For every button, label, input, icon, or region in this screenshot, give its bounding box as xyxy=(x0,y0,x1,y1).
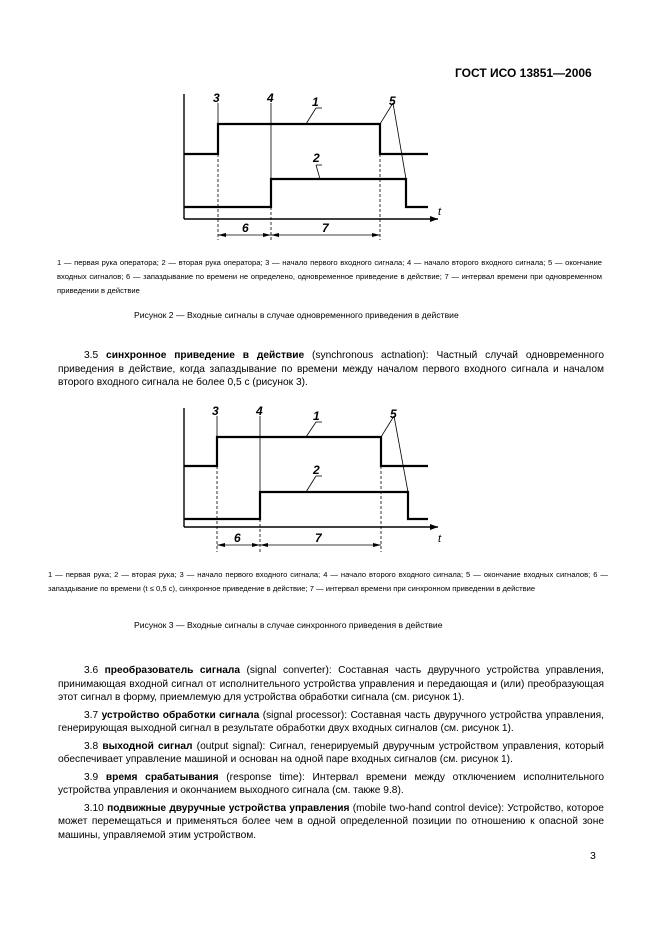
section-text: (signal processor): Составная часть двуручного устройства управления, генерирующая выходной сигнал в результате обработки двух входных сигналов (см. рисунок 1). xyxy=(58,709,604,734)
definitions-list xyxy=(58,664,604,842)
page-number: 3 xyxy=(590,850,596,862)
section-text: (synchronous actnation): Частный случай одновременного приведения в действие, когда запаздывание по времени между началом первого входного сигнала и началом второго входного сигнала не более 0,5 с (рисунок 3). xyxy=(58,350,604,388)
section-num: 3.7 xyxy=(84,709,99,721)
figure-2-diagram xyxy=(170,90,460,250)
fig3-label-4: 4 xyxy=(256,404,263,418)
section-3-7 xyxy=(58,709,604,736)
fig3-label-6: 6 xyxy=(234,531,241,545)
fig2-signal-1 xyxy=(184,124,428,154)
section-3-10 xyxy=(58,802,604,843)
section-term: преобразователь сигнала xyxy=(104,665,241,676)
fig2-label-5: 5 xyxy=(389,94,396,108)
section-num: 3.10 xyxy=(84,802,104,814)
section-3-9 xyxy=(58,771,604,798)
fig2-label-1: 1 xyxy=(312,95,319,109)
section-num: 3.8 xyxy=(84,740,99,752)
fig3-label-5: 5 xyxy=(390,407,397,421)
section-3-6 xyxy=(58,664,604,705)
fig2-label-7: 7 xyxy=(322,221,329,235)
section-num: 3.5 xyxy=(84,350,99,361)
section-term: время срабатывания xyxy=(105,771,219,783)
section-num: 3.6 xyxy=(84,665,99,676)
section-term: подвижные двуручные устройства управления xyxy=(107,802,350,814)
fig2-label-3: 3 xyxy=(213,91,220,105)
fig2-signal-2 xyxy=(184,179,428,207)
section-text: (response time): Интервал времени между отключением исполнительного устройства управления и окончанием выходного сигнала (см. также 9.8). xyxy=(58,771,604,796)
fig3-label-2: 2 xyxy=(313,463,320,477)
fig2-label-t: t xyxy=(438,206,442,218)
section-3-5 xyxy=(58,349,604,390)
fig2-label-6: 6 xyxy=(242,221,249,235)
figure-3-diagram xyxy=(170,404,460,554)
figure-3-caption: Рисунок 3 — Входные сигналы в случае синхронного приведения в действие xyxy=(134,620,443,630)
fig2-label-2: 2 xyxy=(313,151,320,165)
section-term: устройство обработки сигнала xyxy=(101,709,260,721)
fig3-signal-2 xyxy=(184,492,428,519)
fig2-label-4: 4 xyxy=(267,91,274,105)
fig3-label-1: 1 xyxy=(313,409,320,423)
figure-2-legend: 1 — первая рука оператора; 2 — вторая рука оператора; 3 — начало первого входного сигнала; 4 — начало второго входного сигнала; 5 — окончание входных сигналов; 6 — запаздывание по времени не определено, одновременное приведение в действие; 7 — интервал времени при одновременном приведении в действие xyxy=(57,258,602,295)
section-3-8 xyxy=(58,740,604,767)
section-text: (mobile two-hand control device): Устройство, которое может перемещаться и применяться более чем в одной определенной позиции по отношению к опасной зоне машины, управляемой этим устройством. xyxy=(58,802,604,841)
section-term: синхронное приведение в действие xyxy=(106,350,305,361)
figure-3-legend: 1 — первая рука; 2 — вторая рука; 3 — начало первого входного сигнала; 4 — начало второго входного сигнала; 5 — окончание входных сигналов; 6 — запаздывание по времени (t ≤ 0,5 с), синхронное приведение в действие; 7 — интервал времени при синхронном приведении в действие xyxy=(48,570,608,593)
fig3-label-t: t xyxy=(438,533,442,545)
section-text: (signal converter): Составная часть двуручного устройства управления, принимающая входной сигнал от исполнительного устройства управления и передающая и (или) преобразующая этот сигнал в форму, приемлемую для устройства обработки сигнала (см. рисунок 1). xyxy=(58,665,604,703)
section-term: выходной сигнал xyxy=(102,740,193,752)
figure-2-caption: Рисунок 2 — Входные сигналы в случае одновременного приведения в действие xyxy=(134,310,459,320)
section-text: (output signal): Сигнал, генерируемый двуручным устройством управления, который обеспечивает управление машиной и основан на одной паре входных сигналов (см. рисунок 1). xyxy=(58,740,604,765)
fig3-label-3: 3 xyxy=(212,404,219,418)
fig3-label-7: 7 xyxy=(315,531,322,545)
section-num: 3.9 xyxy=(84,771,99,783)
fig3-signal-1 xyxy=(184,437,428,466)
document-id: ГОСТ ИСО 13851—2006 xyxy=(455,66,592,80)
